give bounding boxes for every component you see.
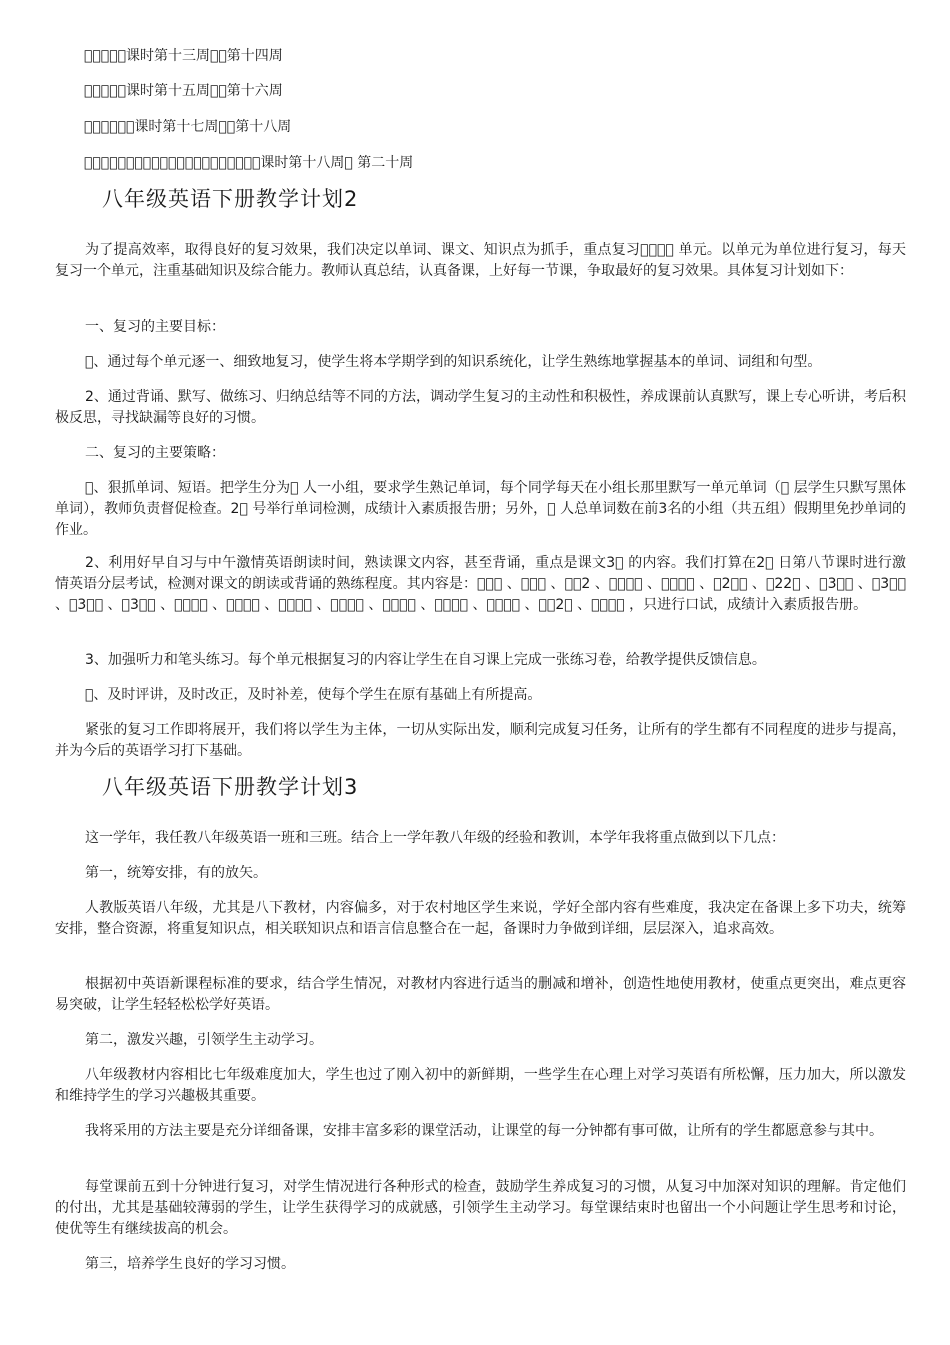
plan3-point2-para-b: 我将采用的方法主要是充分详细备课，安排丰富多彩的课堂活动，让课堂的每一分钟都有事可做，让所有的学生都愿意参与其中。	[85, 1123, 883, 1139]
section-heading-plan2: 八年级英语下册教学计划2	[102, 187, 359, 211]
plan3-intro: 这一学年，我任教八年级英语一班和三班。结合上一学年教八年级的经验和教训，本学年我将重点做到以下几点：	[85, 830, 785, 846]
plan2-strategy-title: 二、复习的主要策略：	[85, 445, 225, 461]
schedule-line:                      课时第十八周  第二十周	[84, 155, 414, 171]
plan3-point3-title: 第三，培养学生良好的学习习惯。	[85, 1256, 295, 1272]
plan2-strategy-4:  、及时评讲，及时改正，及时补差，使每个学生在原有基础上有所提高。	[85, 687, 542, 703]
schedule-line:      课时第十三周  第十四周	[84, 48, 283, 64]
schedule-line:      课时第十五周  第十六周	[84, 83, 283, 99]
plan2-intro: 为了提高效率，取得良好的复习效果，我们决定以单词、课文、知识点为抓手，重点复习     单元。以单元为单位进行复习，每天复习一个单元，注重基础知识及综合能力。教师认真总结，认真备课，上好每一节课，争取最好的复习效果。具体复习计划如下：	[55, 242, 906, 279]
plan2-goal-2: 2、通过背诵、默写、做练习、归纳总结等不同的方法，调动学生复习的主动性和积极性，养成课前认真默写，课上专心听讲，考后积极反思，寻找缺漏等良好的习惯。	[55, 389, 906, 426]
section-heading-plan3: 八年级英语下册教学计划3	[102, 775, 359, 799]
plan3-point1-para-a: 人教版英语八年级，尤其是八下教材，内容偏多，对于农村地区学生来说，学好全部内容有些难度，我决定在备课上多下功夫，统筹安排，整合资源，将重复知识点，相关联知识点和语言信息整合在一起，备课时力争做到详细，层层深入，追求高效。	[55, 900, 906, 937]
plan2-goal-1:  、通过每个单元逐一、细致地复习，使学生将本学期学到的知识系统化，让学生熟练地掌握基本的单词、词组和句型。	[85, 354, 822, 370]
plan3-point2-title: 第二，激发兴趣，引领学生主动学习。	[85, 1032, 323, 1048]
plan3-point2-para-c: 每堂课前五到十分钟进行复习，对学生情况进行各种形式的检查，鼓励学生养成复习的习惯，从复习中加深对知识的理解。肯定他们的付出，尤其是基础较薄弱的学生，让学生获得学习的成就感，引领学生主动学习。每堂课结束时也留出一个小问题让学生思考和讨论，使优等生有继续拔高的机会。	[55, 1179, 906, 1237]
plan3-point2-para-a: 八年级教材内容相比七年级难度加大，学生也过了刚入初中的新鲜期，一些学生在心理上对学习英语有所松懈，压力加大，所以激发和维持学生的学习兴趣极其重要。	[55, 1067, 906, 1104]
plan3-point1-para-b: 根据初中英语新课程标准的要求，结合学生情况，对教材内容进行适当的删减和增补，创造性地使用教材，使重点更突出，难点更容易突破，让学生轻轻松松学好英语。	[55, 976, 906, 1013]
plan2-strategy-2: 2、利用好早自习与中午激情英语朗读时间，熟读课文内容，甚至背诵，重点是课文3  的内容。我们打算在2  日第八节课时进行激情英语分层考试，检测对课文的朗读或背诵的熟练程度。其内容是：    、    、  2 、     、     、 2   、 22  、 3   、 3   、 3   、 3   、     、     、     、     、     、     、     、  2  、     ，只进行口试，成绩计入素质报告册。	[55, 555, 906, 613]
plan2-goals-title: 一、复习的主要目标：	[85, 319, 225, 335]
plan2-strategy-3: 3、加强听力和笔头练习。每个单元根据复习的内容让学生在自习课上完成一张练习卷，给教学提供反馈信息。	[85, 652, 766, 668]
plan3-point1-title: 第一，统筹安排，有的放矢。	[85, 865, 267, 881]
schedule-line:       课时第十七周  第十八周	[84, 119, 292, 135]
plan2-closing: 紧张的复习工作即将展开，我们将以学生为主体，一切从实际出发，顺利完成复习任务，让所有的学生都有不同程度的进步与提高，并为今后的英语学习打下基础。	[55, 722, 906, 759]
plan2-strategy-1:  、狠抓单词、短语。把学生分为  人一小组，要求学生熟记单词，每个同学每天在小组长那里默写一单元单词（  层学生只默写黑体单词），教师负责督促检查。2  号举行单词检测，成绩计入素质报告册；另外，  人总单词数在前3名的小组（共五组）假期里免抄单词的作业。	[55, 480, 906, 538]
